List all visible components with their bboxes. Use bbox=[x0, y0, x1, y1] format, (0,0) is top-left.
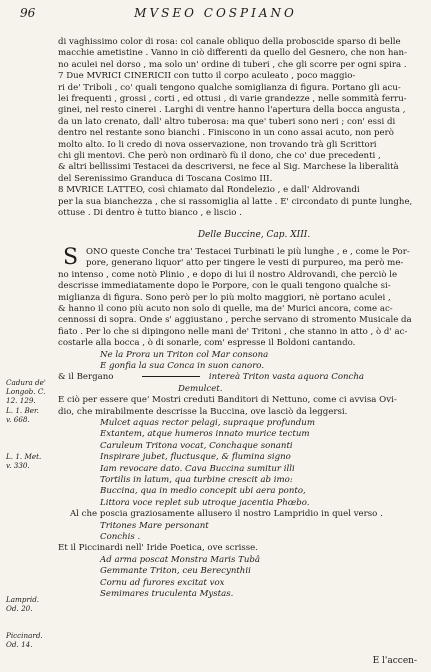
verse-line: Gemmante Triton, ceu Berecynthii bbox=[100, 566, 251, 577]
verse-line: Ad arma poscat Monstra Maris Tubâ bbox=[100, 554, 261, 565]
page-header bbox=[0, 4, 431, 24]
verse-line: Inspirare jubet, fluctusque, & flumina signo bbox=[100, 452, 291, 463]
margin-text: L. 1. Met. bbox=[6, 452, 42, 461]
chapter-title: Delle Buccine, Cap. XIII. bbox=[197, 229, 311, 240]
text-line: & altri bellissimi Testacei da descriversi, ne fece al Sig. Marchese la liberalità bbox=[58, 162, 399, 173]
text-line: chi gli mentovi. Che però non ordinarò fù il dono, che co' due precedenti , bbox=[58, 151, 381, 162]
running-title: MVSEO COSPIANO bbox=[134, 6, 297, 20]
bergano-label: & il Bergano bbox=[58, 372, 114, 383]
verse-line: Tritones Mare personant bbox=[100, 520, 209, 531]
text-line: dentro nel restante sono bianchi . Finiscono in un cono assai acuto, non però bbox=[58, 128, 394, 139]
catchword: E l'accen- bbox=[372, 656, 417, 666]
text-line: ginei, nel resto cinerei . Larghi di ventre hanno l'apertura della bocca angusta , bbox=[58, 105, 406, 116]
text-line: 8 MVRICE LATTEO, così chiamato dal Rondelezio , e dall' Aldrovandi bbox=[58, 185, 360, 196]
margin-text: v. 668. bbox=[6, 415, 30, 424]
verse-line: Tortilis in latum, qua turbine crescit ab imo: bbox=[100, 475, 293, 486]
text-line: ONO queste Conche tra' Testacei Turbinati le più lunghe , e , come le Por- bbox=[86, 246, 410, 257]
verse-line: Conchis . bbox=[100, 532, 141, 543]
verse-line: Cornu ad furores excitat vox bbox=[100, 577, 225, 588]
text-line: cennossi di sopra. Onde s' aggiustano , perche servano di stromento Musicale da bbox=[58, 315, 412, 326]
margin-text: Od. 20. bbox=[6, 604, 33, 613]
intro-section bbox=[58, 37, 420, 220]
text-line: descrisse immediatamente dopo le Porpore, con le quali tengono qualche si- bbox=[58, 281, 391, 292]
margin-text: Piccinard. bbox=[6, 631, 43, 640]
margin-note-ovid bbox=[6, 452, 58, 470]
text-line: lei frequenti , grossi , corti , ed ottusi , di varie grandezze , nelle sommità ferru- bbox=[58, 94, 407, 105]
verse-line: Mulcet aquas rector pelagi, supraque profundum bbox=[100, 418, 315, 428]
text-line: costarle alla bocca , ò di sonarle, com' espresse il Boldoni cantando. bbox=[58, 338, 356, 349]
text-line: E ciò per essere que' Mostri creduti Banditori di Nettuno, come ci avvisa Ovi- bbox=[58, 395, 397, 406]
verse-line: Ne la Prora un Triton col Mar consona bbox=[100, 349, 269, 360]
margin-text: Lamprid. bbox=[6, 595, 40, 604]
dash-rule bbox=[142, 376, 200, 377]
text-line: no intenso , come notò Plinio , e dopo di lui il nostro Aldrovandi, che perciò le bbox=[58, 269, 398, 280]
margin-text: Longob. C. bbox=[6, 387, 46, 396]
verse-line: Semimares truculenta Mystas. bbox=[100, 589, 234, 600]
text-line: per la sua bianchezza , che si rassomiglia al latte . E' circondato di punte lunghe, bbox=[58, 196, 413, 207]
text-line: 7 Due MVRICI CINERICII con tutto il corpo aculeato , poco maggio- bbox=[58, 71, 356, 82]
margin-note-lampridio bbox=[6, 595, 58, 613]
margin-note-cadura bbox=[6, 378, 58, 405]
text-line: ottuse . Di dentro è tutto bianco , e liscio . bbox=[58, 208, 242, 219]
verse-fragment: intereà Triton vasta aquora Concha bbox=[208, 372, 365, 383]
text-line: pore, generano liquor' atto per tingere le vesti di purpureo, ma però me- bbox=[86, 258, 404, 269]
text-line: fiato . Per lo che si dipingono nelle mani de' Tritoni , che stanno in atto , ò d' ac- bbox=[58, 326, 408, 337]
text-line: di vaghissimo color di rosa: col canale obliquo della proboscide sparso di belle bbox=[58, 37, 401, 47]
margin-text: 12. 129. bbox=[6, 396, 36, 405]
page-number: 96 bbox=[20, 6, 36, 20]
verse-line: Buccina, qua in medio concepit ubi aera ponto, bbox=[100, 486, 306, 497]
margin-note-piccinardi bbox=[6, 631, 58, 649]
text-line: macchie ametistine . Vanno in ciò differenti da quello del Gesnero, che non han- bbox=[58, 48, 407, 59]
margin-note-bergano bbox=[6, 406, 58, 424]
text-line: molto alto. Io li credo di nova osservazione, non trovando trà gli Scrittori bbox=[58, 139, 377, 150]
verse-line: Demulcet. bbox=[178, 383, 223, 394]
text-line: Al che poscia graziosamente allusero il nostro Lampridio in quel verso . bbox=[70, 509, 383, 520]
margin-text: Od. 14. bbox=[6, 640, 33, 649]
text-body bbox=[58, 37, 420, 601]
margin-text: Cadura de' bbox=[6, 378, 46, 387]
text-line: del Serenissimo Granduca di Toscana Cosimo III. bbox=[58, 173, 273, 184]
verse-line: Iam revocare dato. Cava Buccina sumitur illi bbox=[100, 463, 295, 474]
text-line: ri de' Triboli , co' quali tengono qualche somiglianza di figura. Portano gli acu- bbox=[58, 82, 401, 93]
text-line: da un lato crenato, dall' altro tuberosa: ma que' tuberi sono neri ; con' essi di bbox=[58, 116, 396, 127]
text-line: no aculei nel dorso , ma solo un' ordine di tuberi , che gli scorre per ogni spira . bbox=[58, 59, 407, 70]
spacer bbox=[58, 220, 420, 230]
verse-line: Extantem, atque humeros innato murice tectum bbox=[100, 429, 310, 440]
text-line: dio, che mirabilmente descrisse la Buccina, ove lasciò da leggersi. bbox=[58, 406, 348, 417]
verse-line: Caruleum Tritona vocat, Conchaque sonanti bbox=[100, 440, 293, 451]
text-line: miglianza di figura. Sono però per lo più molto maggiori, nè portano aculei , bbox=[58, 292, 391, 303]
text-line: & hanno il cono più acuto non solo di quelle, ma de' Murici ancora, come ac- bbox=[58, 303, 393, 314]
text-line: Et il Piccinardi nell' Iride Poetica, ove scrisse. bbox=[58, 543, 258, 554]
bergano-line bbox=[58, 372, 420, 383]
drop-cap: S bbox=[63, 244, 79, 270]
verse-line: Littora voce replet sub utroque jacentia Phœbo. bbox=[100, 497, 310, 508]
margin-text: L. 1. Ber. bbox=[6, 406, 39, 415]
chapter-paragraph bbox=[58, 244, 420, 350]
verse-line: E gonfia la sua Conca in suon canoro. bbox=[100, 360, 265, 371]
margin-text: v. 330. bbox=[6, 461, 30, 470]
